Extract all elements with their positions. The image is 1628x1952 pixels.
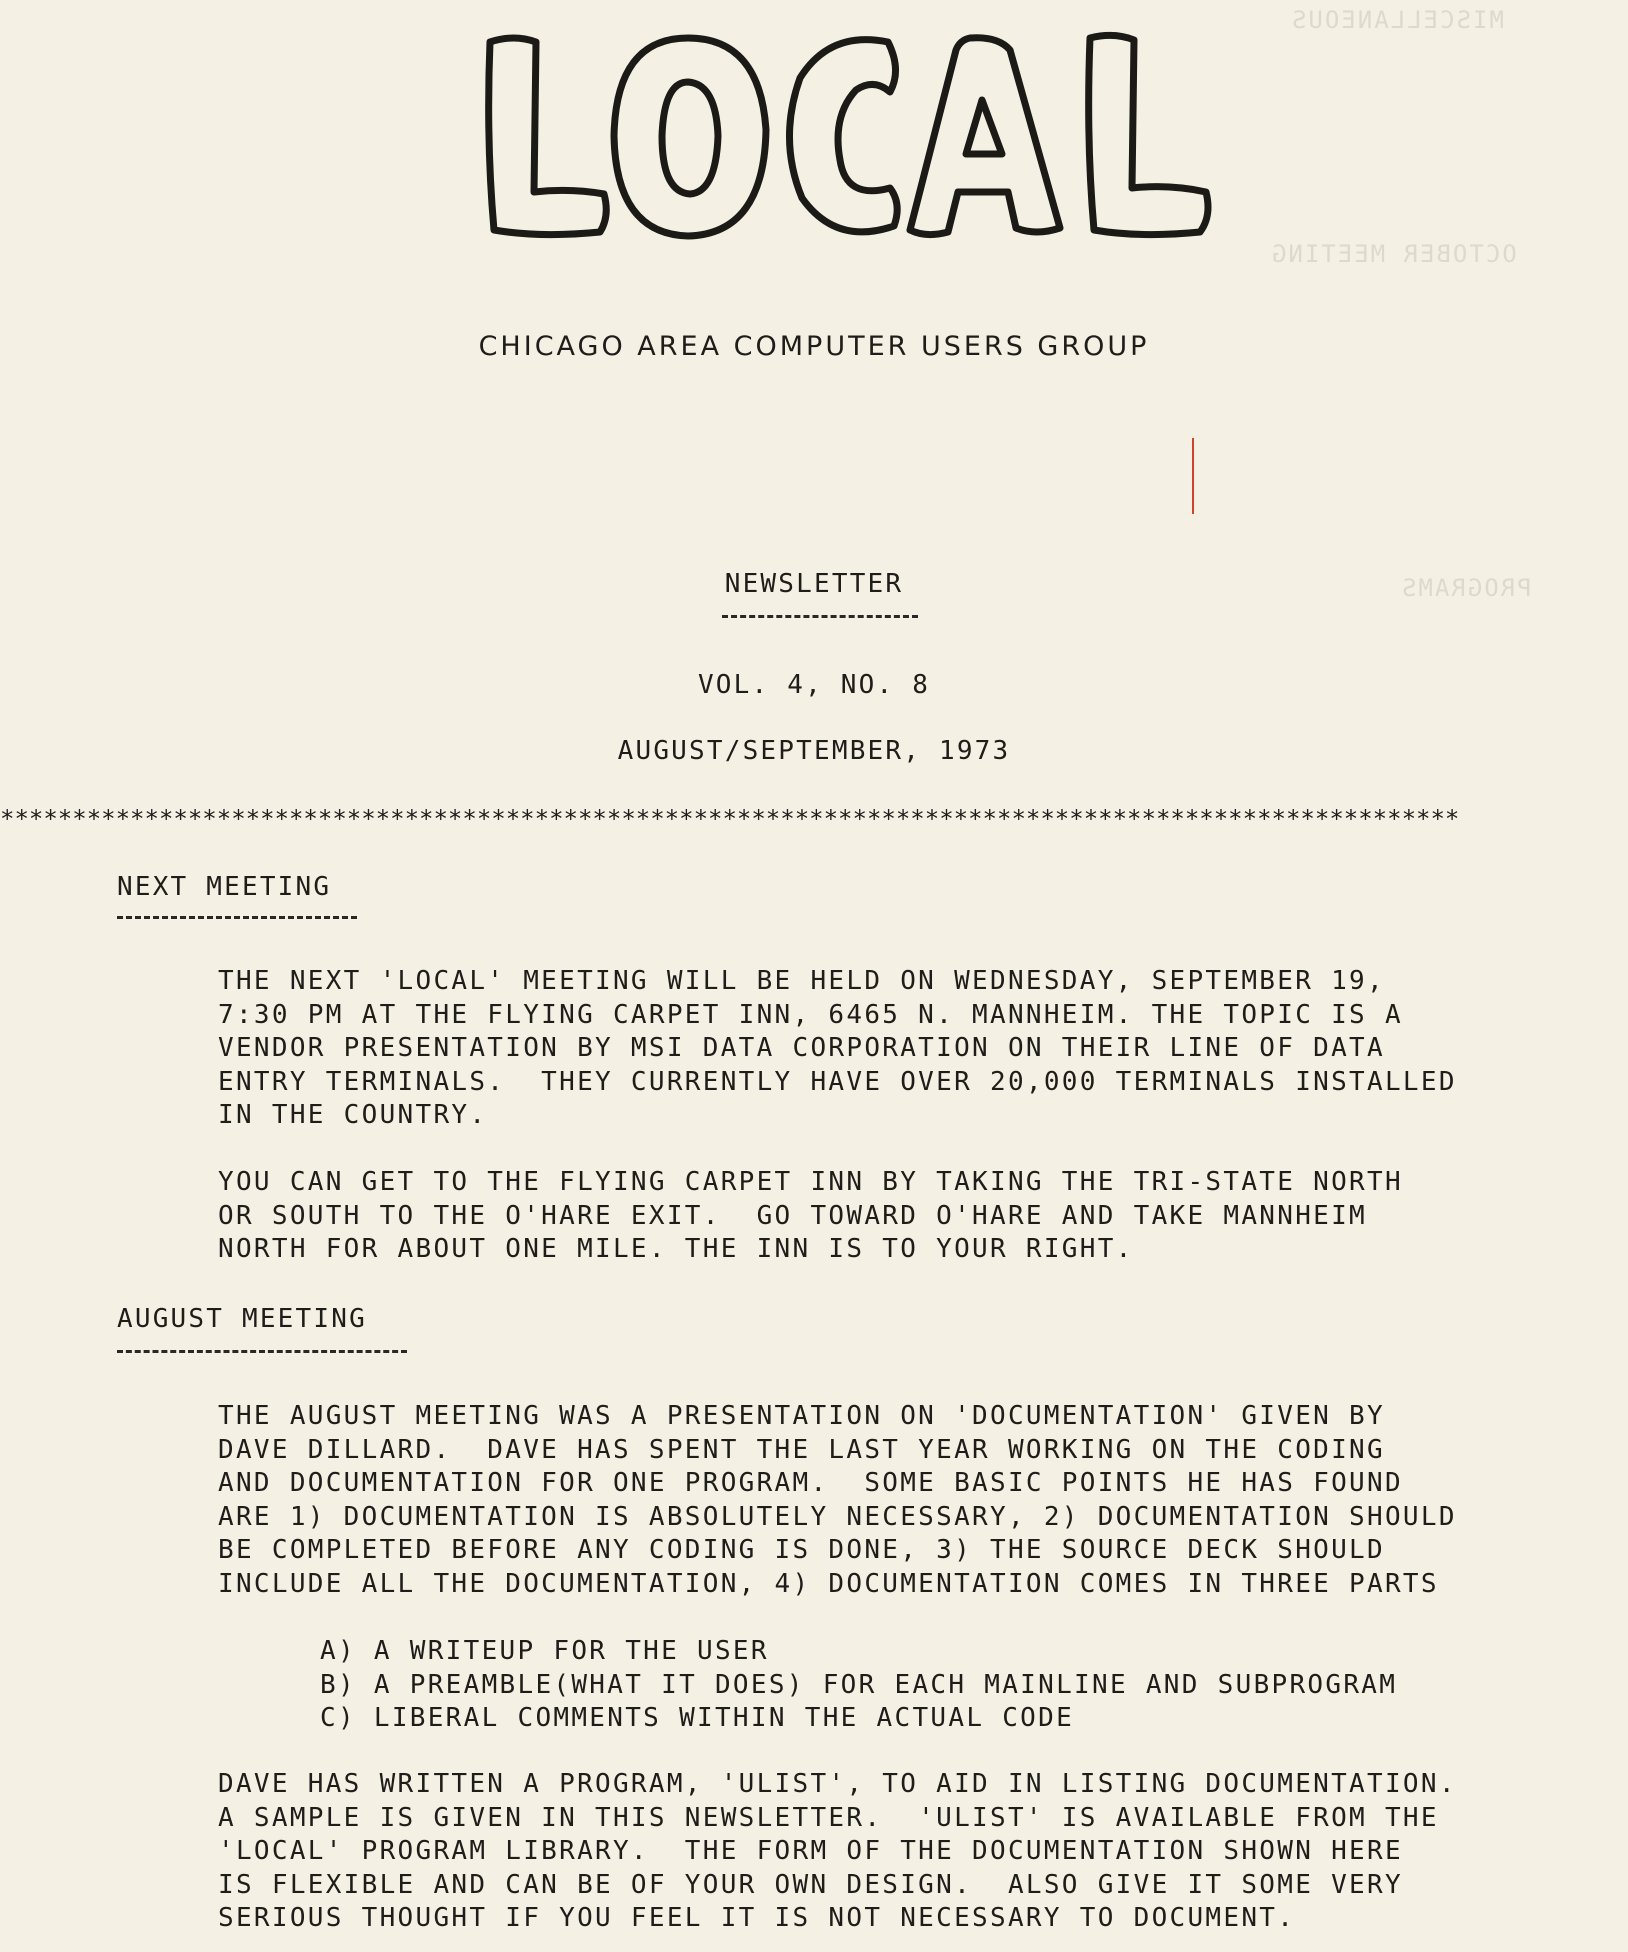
text-line: SERIOUS THOUGHT IF YOU FEEL IT IS NOT NECESSARY TO DOCUMENT. (218, 1903, 1296, 1933)
next-meeting-underline (117, 916, 357, 919)
newsletter-label: NEWSLETTER (724, 569, 904, 599)
august-meeting-paragraph-1 (218, 1400, 1618, 1601)
text-line: THE AUGUST MEETING WAS A PRESENTATION ON 'DOCUMENTATION' GIVEN BY (218, 1401, 1385, 1431)
bleed-through-text: OCTOBER MEETING (1270, 240, 1517, 268)
newsletter-underline (722, 615, 918, 618)
volume-number: VOL. 4, NO. 8 (697, 670, 931, 700)
list-item: C) LIBERAL COMMENTS WITHIN THE ACTUAL CODE (320, 1703, 1075, 1733)
next-meeting-paragraph-1 (218, 965, 1618, 1133)
text-line: IN THE COUNTRY. (218, 1100, 488, 1130)
august-meeting-paragraph-2 (218, 1768, 1618, 1936)
documentation-parts-list (320, 1635, 1397, 1736)
text-line: THE NEXT 'LOCAL' MEETING WILL BE HELD ON WEDNESDAY, SEPTEMBER 19, (218, 966, 1385, 996)
asterisk-divider: ***************************************************************************************************** (0, 805, 1460, 833)
text-line: 'LOCAL' PROGRAM LIBRARY. THE FORM OF THE DOCUMENTATION SHOWN HERE (218, 1836, 1403, 1866)
august-meeting-underline (117, 1350, 407, 1353)
bleed-through-text: MISCELLANEOUS (1290, 6, 1504, 34)
issue-date: AUGUST/SEPTEMBER, 1973 (617, 736, 1011, 766)
text-line: BE COMPLETED BEFORE ANY CODING IS DONE, 3) THE SOURCE DECK SHOULD (218, 1535, 1385, 1565)
text-line: ENTRY TERMINALS. THEY CURRENTLY HAVE OVER 20,000 TERMINALS INSTALLED (218, 1066, 1457, 1097)
list-item: A) A WRITEUP FOR THE USER (320, 1636, 769, 1666)
text-line: DAVE DILLARD. DAVE HAS SPENT THE LAST YEAR WORKING ON THE CODING (218, 1434, 1385, 1465)
list-item: B) A PREAMBLE(WHAT IT DOES) FOR EACH MAINLINE AND SUBPROGRAM (320, 1669, 1398, 1700)
text-line: INCLUDE ALL THE DOCUMENTATION, 4) DOCUMENTATION COMES IN THREE PARTS (218, 1568, 1439, 1599)
text-line: NORTH FOR ABOUT ONE MILE. THE INN IS TO YOUR RIGHT. (218, 1234, 1134, 1264)
text-line: VENDOR PRESENTATION BY MSI DATA CORPORATION ON THEIR LINE OF DATA (218, 1033, 1385, 1063)
text-line: A SAMPLE IS GIVEN IN THIS NEWSLETTER. 'ULIST' IS AVAILABLE FROM THE (218, 1802, 1439, 1833)
organization-name: CHICAGO AREA COMPUTER USERS GROUP (478, 331, 1150, 362)
text-line: ARE 1) DOCUMENTATION IS ABSOLUTELY NECESSARY, 2) DOCUMENTATION SHOULD (218, 1501, 1457, 1532)
text-line: AND DOCUMENTATION FOR ONE PROGRAM. SOME BASIC POINTS HE HAS FOUND (218, 1468, 1403, 1498)
next-meeting-paragraph-2 (218, 1166, 1618, 1267)
red-pencil-mark (1192, 438, 1194, 514)
text-line: OR SOUTH TO THE O'HARE EXIT. GO TOWARD O'HARE AND TAKE MANNHEIM (218, 1200, 1368, 1231)
august-meeting-heading: AUGUST MEETING (117, 1304, 367, 1334)
text-line: IS FLEXIBLE AND CAN BE OF YOUR OWN DESIGN. ALSO GIVE IT SOME VERY (218, 1869, 1403, 1900)
text-line: 7:30 PM AT THE FLYING CARPET INN, 6465 N. MANNHEIM. THE TOPIC IS A (218, 999, 1403, 1030)
bleed-through-text: PROGRAMS (1400, 574, 1532, 602)
text-line: DAVE HAS WRITTEN A PROGRAM, 'ULIST', TO AID IN LISTING DOCUMENTATION. (218, 1769, 1457, 1799)
text-line: YOU CAN GET TO THE FLYING CARPET INN BY TAKING THE TRI-STATE NORTH (218, 1167, 1403, 1197)
masthead-logo (470, 20, 1230, 250)
next-meeting-heading: NEXT MEETING (117, 872, 332, 902)
